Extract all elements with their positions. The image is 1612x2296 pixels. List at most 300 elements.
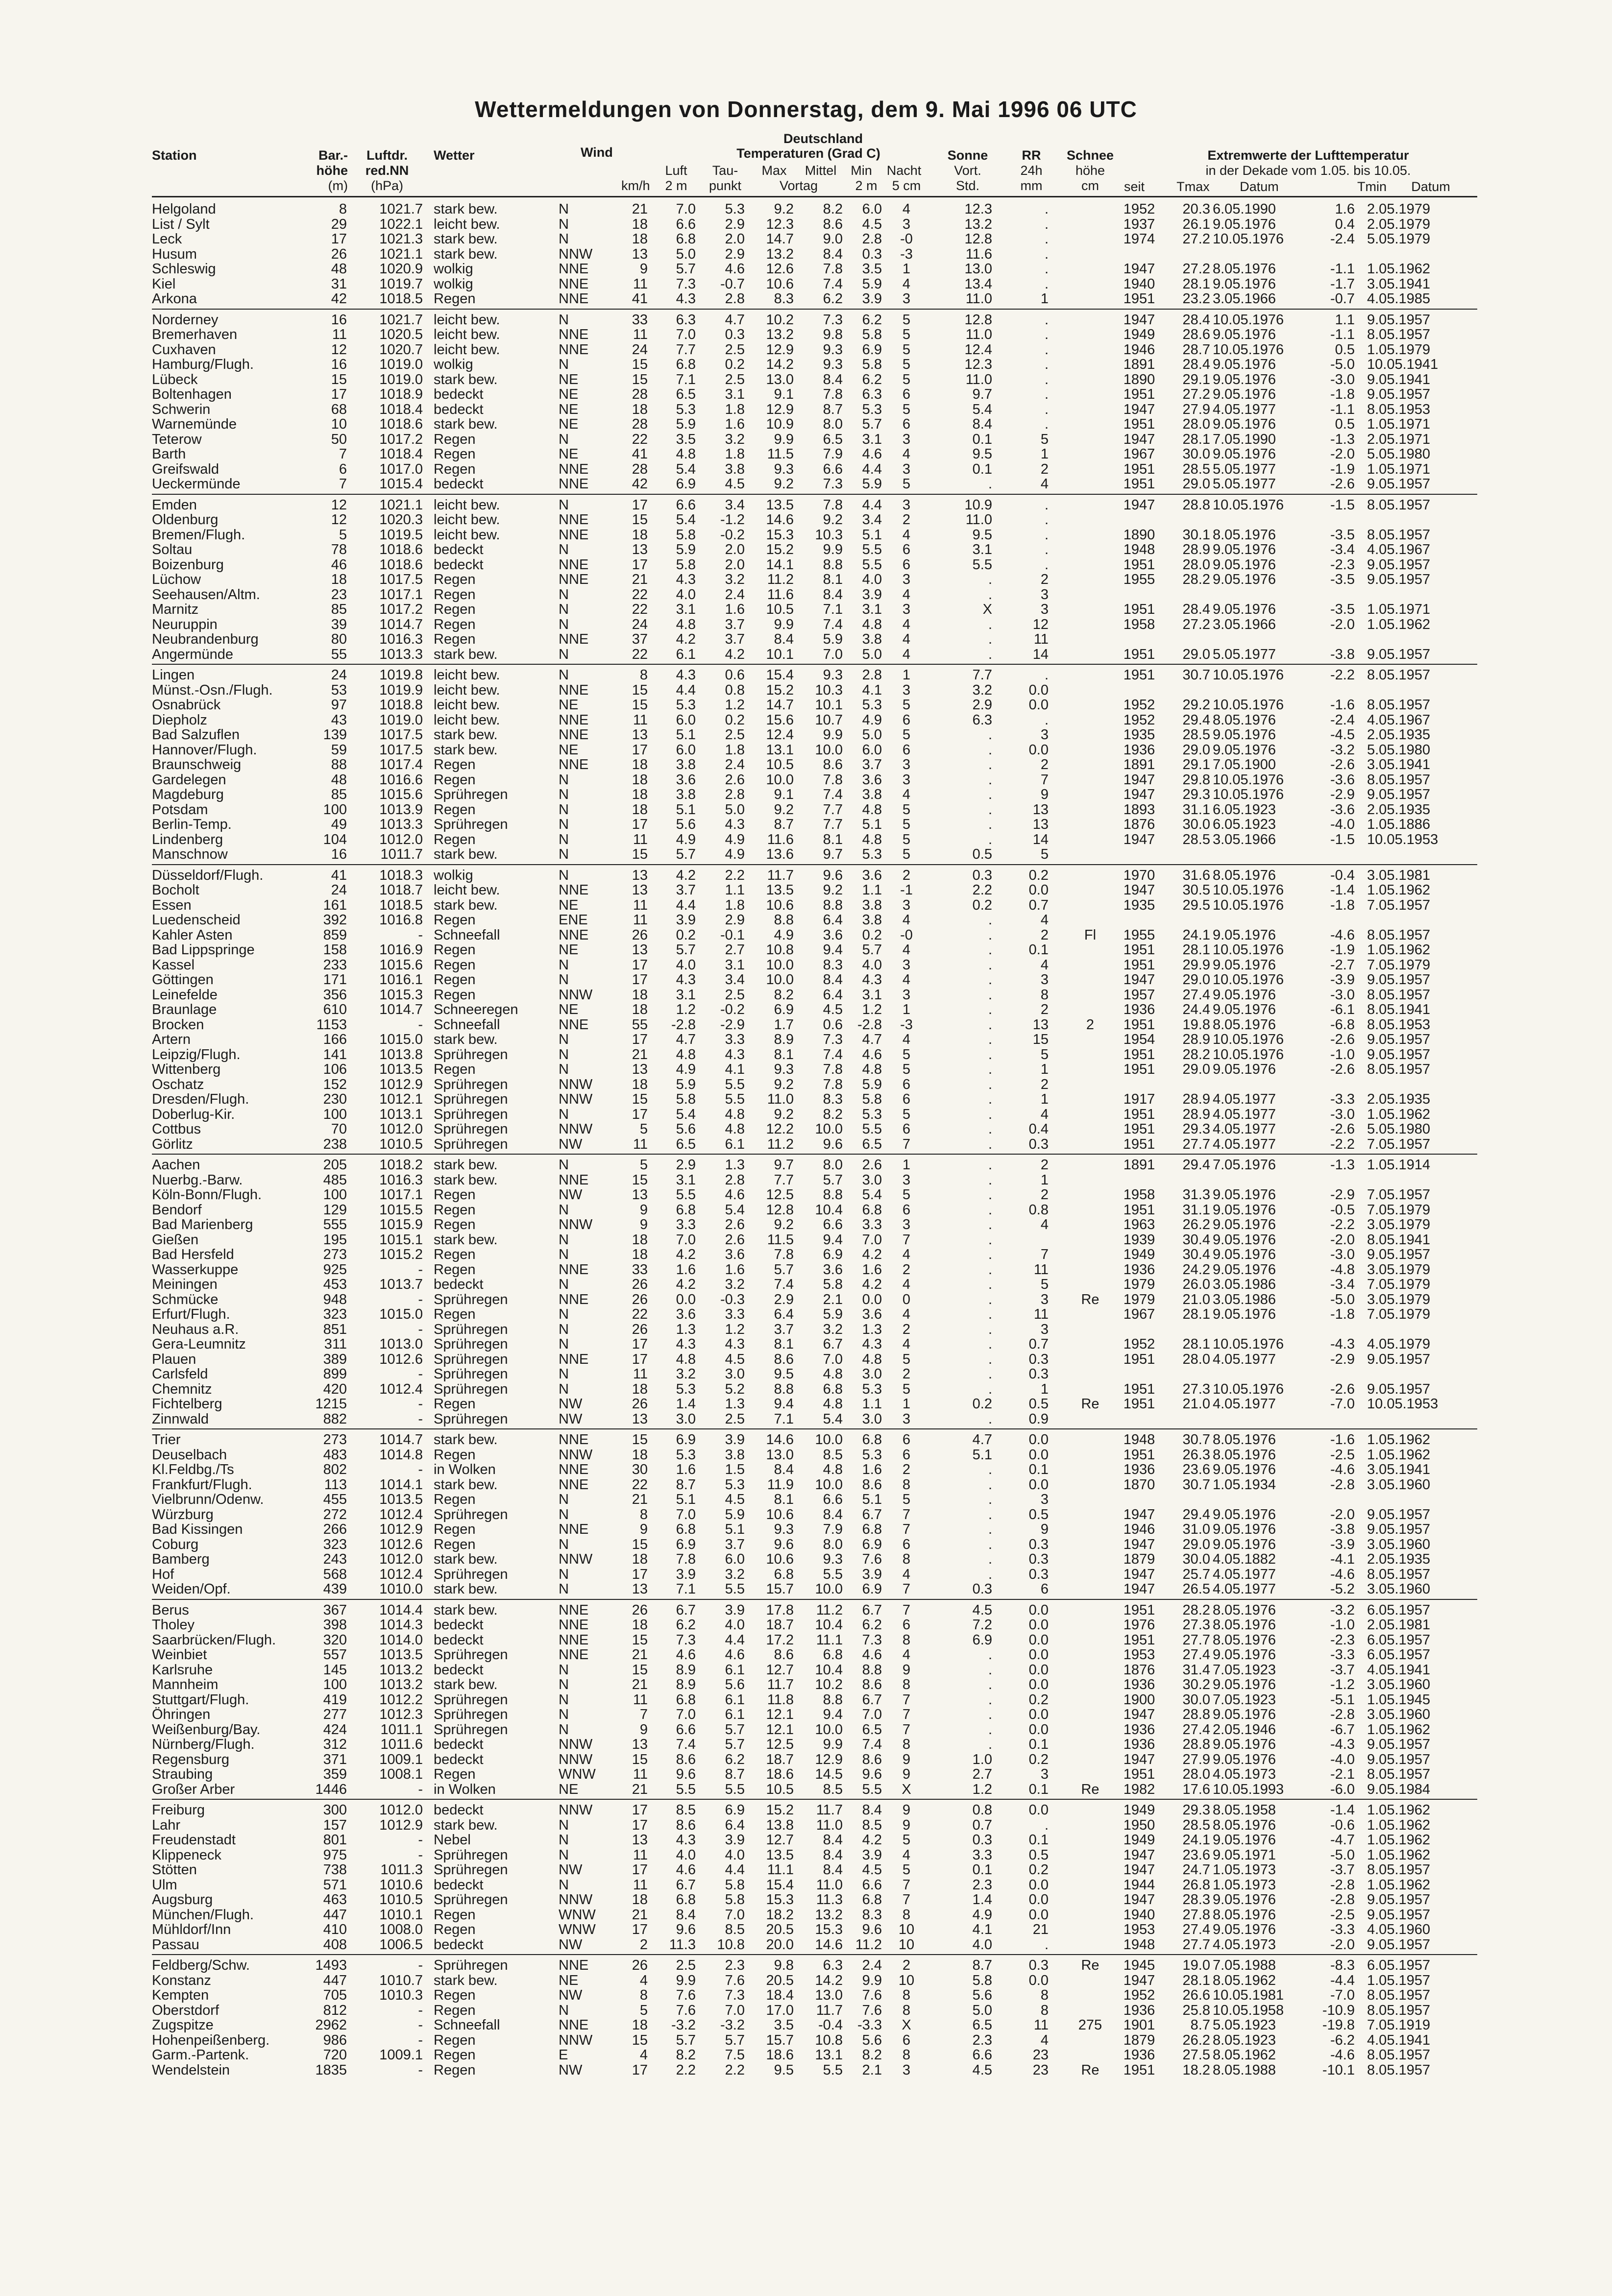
- cell-nacht-5cm: 3: [902, 1217, 911, 1233]
- cell-nacht-5cm: 5: [902, 357, 911, 372]
- cell-max: 12.9: [766, 401, 794, 417]
- cell-tmin-datum: 3.05.1941: [1367, 757, 1431, 773]
- cell-wind-speed: 11: [633, 897, 648, 913]
- cell-tmax: 19.8: [1182, 1016, 1210, 1033]
- cell-tmax: 29.5: [1182, 897, 1210, 913]
- cell-max: 11.0: [767, 1091, 794, 1107]
- cell-wind-dir: NNE: [559, 556, 589, 573]
- cell-rr-24h: 0.2: [1028, 1751, 1049, 1767]
- cell-barhoehe: 571: [323, 1877, 347, 1893]
- cell-sonne: 3.3: [972, 1847, 992, 1863]
- cell-nacht-5cm: 8: [902, 1907, 911, 1923]
- cell-tmax-datum: 9.05.1976: [1213, 1647, 1276, 1663]
- cell-max: 18.2: [766, 1907, 794, 1923]
- cell-wind-dir: NW: [559, 1862, 583, 1878]
- cell-max: 9.8: [774, 1958, 794, 1973]
- table-row: [0, 817, 1612, 832]
- cell-taupunkt: 6.1: [725, 1707, 745, 1722]
- cell-wind-dir: N: [559, 846, 569, 862]
- cell-barhoehe: 273: [323, 1247, 347, 1262]
- cell-tmax: 21.0: [1182, 1396, 1210, 1412]
- cell-luft-2m: 3.1: [676, 1172, 696, 1188]
- cell-seit: 1947: [1123, 831, 1155, 847]
- cell-station: Konstanz: [152, 1972, 211, 1988]
- cell-nacht-5cm: 6: [902, 2032, 911, 2048]
- cell-taupunkt: 2.6: [725, 772, 745, 788]
- cell-luft-2m: 7.1: [676, 371, 696, 387]
- group-divider: [152, 1154, 1477, 1155]
- cell-luft-2m: 7.0: [676, 1232, 696, 1248]
- cell-wind-speed: 22: [632, 1476, 648, 1493]
- cell-rr-24h: 11: [1033, 631, 1049, 647]
- header-vortag: Vortag: [779, 178, 818, 193]
- cell-luftdruck: 1010.6: [379, 1877, 423, 1893]
- cell-seit: 1947: [1123, 261, 1155, 277]
- cell-rr-24h: .: [1044, 371, 1049, 387]
- cell-min-2m: 0.2: [862, 927, 882, 943]
- cell-luft-2m: 6.9: [676, 476, 696, 492]
- cell-taupunkt: 3.2: [725, 431, 745, 447]
- cell-tmin: -2.2: [1330, 1217, 1355, 1233]
- cell-mittel: 8.8: [823, 1692, 843, 1708]
- cell-seit: 1947: [1123, 401, 1155, 417]
- cell-seit: 1951: [1123, 942, 1155, 958]
- cell-seit: 1947: [1123, 882, 1155, 898]
- cell-rr-24h: 3: [1040, 1321, 1049, 1337]
- cell-max: 6.8: [774, 1566, 794, 1582]
- group-divider: [152, 1799, 1477, 1800]
- cell-mittel: 6.8: [823, 1647, 843, 1663]
- cell-tmin-datum: 1.05.1914: [1367, 1157, 1431, 1173]
- table-row: [0, 727, 1612, 742]
- cell-barhoehe: 141: [323, 1046, 347, 1063]
- cell-rr-24h: 0.3: [1028, 1351, 1049, 1367]
- cell-barhoehe: 1215: [315, 1396, 347, 1412]
- page-title: Wettermeldungen von Donnerstag, dem 9. Mai 1996 06 UTC: [475, 97, 1137, 122]
- cell-rr-24h: 0.3: [1028, 1366, 1049, 1382]
- cell-tmax: 29.9: [1182, 957, 1210, 973]
- cell-mittel: 7.8: [823, 261, 843, 277]
- cell-nacht-5cm: 10: [898, 1972, 915, 1988]
- cell-sonne: 2.9: [972, 697, 992, 713]
- cell-max: 14.6: [766, 512, 794, 528]
- cell-seit: 1951: [1123, 2062, 1155, 2078]
- cell-taupunkt: 4.5: [725, 476, 745, 492]
- cell-wind-speed: 2: [639, 1936, 648, 1953]
- cell-wind-speed: 18: [632, 216, 648, 232]
- cell-luftdruck: 1012.9: [379, 1076, 423, 1092]
- cell-max: 10.2: [766, 312, 794, 328]
- cell-tmax-datum: 10.05.1976: [1213, 1032, 1284, 1047]
- cell-nacht-5cm: 3: [902, 1411, 911, 1427]
- cell-nacht-5cm: 7: [902, 1892, 911, 1908]
- cell-mittel: 8.3: [823, 1091, 843, 1107]
- cell-rr-24h: 0.0: [1028, 1432, 1049, 1448]
- cell-barhoehe: 266: [323, 1522, 347, 1537]
- cell-tmin-datum: 9.05.1957: [1367, 1892, 1431, 1908]
- cell-luft-2m: 3.2: [676, 1366, 696, 1382]
- cell-mittel: 13.2: [815, 1907, 843, 1923]
- cell-tmax: 28.0: [1182, 416, 1210, 432]
- cell-seit: 1949: [1123, 327, 1155, 342]
- cell-tmin: -1.4: [1330, 1802, 1355, 1818]
- header-datum-1: Datum: [1240, 179, 1279, 194]
- cell-luftdruck: 1012.9: [379, 1522, 423, 1537]
- cell-wetter: Nebel: [434, 1832, 471, 1848]
- cell-luft-2m: 3.7: [676, 882, 696, 898]
- cell-wind-dir: NE: [559, 942, 579, 958]
- cell-seit: 1944: [1123, 1877, 1155, 1893]
- cell-wind-dir: NNW: [559, 1892, 593, 1908]
- cell-max: 13.1: [766, 742, 794, 758]
- cell-wetter: stark bew.: [434, 897, 498, 913]
- cell-tmin-datum: 9.05.1957: [1367, 572, 1431, 587]
- cell-taupunkt: 4.5: [725, 1492, 745, 1507]
- cell-taupunkt: 4.3: [725, 817, 745, 832]
- cell-wind-dir: NNW: [559, 1121, 593, 1137]
- cell-max: 3.7: [774, 1321, 794, 1337]
- cell-wind-dir: N: [559, 1566, 569, 1582]
- cell-rr-24h: 2: [1040, 1076, 1049, 1092]
- cell-luftdruck: 1012.4: [379, 1566, 423, 1582]
- cell-wind-dir: NW: [559, 1987, 583, 2003]
- cell-rr-24h: 0.0: [1028, 1972, 1049, 1988]
- cell-min-2m: 3.8: [862, 897, 882, 913]
- cell-barhoehe: 6: [339, 461, 347, 477]
- cell-wind-dir: N: [559, 1062, 569, 1077]
- header-extrem-2: in der Dekade vom 1.05. bis 10.05.: [1205, 163, 1411, 178]
- cell-tmin-datum: 8.05.1957: [1367, 1062, 1431, 1077]
- cell-min-2m: 7.0: [862, 1707, 882, 1722]
- cell-nacht-5cm: 10: [898, 1922, 915, 1937]
- cell-tmax-datum: 9.05.1976: [1213, 1247, 1276, 1262]
- cell-wind-dir: N: [559, 772, 569, 788]
- cell-seit: 1951: [1123, 416, 1155, 432]
- cell-min-2m: 3.7: [862, 757, 882, 773]
- cell-wind-speed: 11: [633, 912, 648, 928]
- cell-station: Erfurt/Flugh.: [152, 1306, 230, 1322]
- cell-barhoehe: 320: [323, 1632, 347, 1648]
- cell-tmax: 27.2: [1182, 387, 1210, 402]
- header-divider: [152, 196, 1477, 197]
- cell-mittel: 10.0: [815, 1476, 843, 1493]
- cell-barhoehe: 205: [323, 1157, 347, 1173]
- cell-sonne: .: [988, 1091, 992, 1107]
- cell-wind-dir: NE: [559, 742, 579, 758]
- cell-taupunkt: 1.6: [725, 416, 745, 432]
- cell-min-2m: 3.4: [862, 512, 882, 528]
- cell-wetter: Sprühregen: [434, 1321, 508, 1337]
- cell-taupunkt: 2.4: [725, 757, 745, 773]
- cell-wind-dir: N: [559, 1692, 569, 1708]
- cell-luftdruck: 1019.5: [379, 527, 423, 543]
- cell-tmin: 1.6: [1335, 201, 1355, 217]
- cell-sonne: 4.9: [972, 1907, 992, 1923]
- cell-luft-2m: 4.9: [676, 831, 696, 847]
- cell-rr-24h: 0.3: [1028, 1551, 1049, 1567]
- cell-wetter: stark bew.: [434, 231, 498, 247]
- cell-seit: 1876: [1123, 1662, 1155, 1678]
- table-row: [0, 477, 1612, 491]
- cell-nacht-5cm: 3: [902, 757, 911, 773]
- cell-wetter: Sprühregen: [434, 1721, 508, 1738]
- table-row: [0, 943, 1612, 957]
- cell-luft-2m: 7.0: [676, 327, 696, 342]
- cell-wetter: stark bew.: [434, 1602, 498, 1618]
- cell-seit: 1951: [1123, 957, 1155, 973]
- cell-tmin: -4.6: [1330, 1566, 1355, 1582]
- cell-wetter: Regen: [434, 772, 476, 788]
- cell-rr-24h: 0.0: [1028, 1476, 1049, 1493]
- cell-tmax: 29.1: [1182, 371, 1210, 387]
- cell-station: Luedenscheid: [152, 912, 241, 928]
- cell-wind-dir: NNE: [559, 1602, 589, 1618]
- cell-wind-dir: N: [559, 1032, 569, 1047]
- cell-luft-2m: 4.0: [676, 1847, 696, 1863]
- cell-luft-2m: 1.2: [676, 1002, 696, 1017]
- cell-seit: 1947: [1123, 1707, 1155, 1722]
- cell-luftdruck: 1012.9: [379, 1817, 423, 1833]
- cell-max: 10.5: [766, 757, 794, 773]
- cell-station: Berus: [152, 1602, 189, 1618]
- cell-mittel: 7.4: [823, 1046, 843, 1063]
- cell-tmin: -1.5: [1330, 831, 1355, 847]
- cell-tmax-datum: 8.05.1976: [1213, 1016, 1276, 1033]
- cell-luftdruck: 1020.5: [379, 327, 423, 342]
- cell-min-2m: -2.8: [857, 1016, 882, 1033]
- cell-station: Chemnitz: [152, 1381, 212, 1397]
- cell-min-2m: 6.8: [862, 1432, 882, 1448]
- cell-nacht-5cm: 8: [902, 1987, 911, 2003]
- cell-rr-24h: 0.0: [1028, 742, 1049, 758]
- cell-mittel: 8.8: [823, 556, 843, 573]
- cell-luftdruck: 1014.7: [379, 616, 423, 632]
- cell-tmax-datum: 9.05.1976: [1213, 927, 1276, 943]
- cell-wind-dir: N: [559, 646, 569, 662]
- cell-min-2m: 5.3: [862, 697, 882, 713]
- header-luftdr-3: (hPa): [370, 178, 404, 193]
- group-divider: [152, 1428, 1477, 1429]
- cell-luftdruck: -: [418, 1291, 423, 1307]
- cell-station: Deuselbach: [152, 1447, 227, 1463]
- cell-min-2m: 6.0: [862, 201, 882, 217]
- cell-tmax-datum: 10.05.1976: [1213, 882, 1284, 898]
- cell-tmin-datum: 3.05.1960: [1367, 1581, 1431, 1597]
- cell-tmax-datum: 4.05.1973: [1213, 1936, 1276, 1953]
- cell-wetter: Regen: [434, 1261, 476, 1278]
- cell-max: 8.7: [774, 817, 794, 832]
- cell-seit: 1958: [1123, 616, 1155, 632]
- cell-tmin-datum: 8.05.1957: [1367, 697, 1431, 713]
- cell-sonne: 0.2: [972, 1396, 992, 1412]
- cell-tmin: -4.3: [1330, 1737, 1355, 1752]
- cell-barhoehe: 485: [323, 1172, 347, 1188]
- cell-max: 13.0: [766, 371, 794, 387]
- cell-seit: 1951: [1123, 1121, 1155, 1137]
- cell-sonne: .: [988, 1536, 992, 1552]
- cell-tmin: -3.2: [1330, 742, 1355, 758]
- cell-max: 10.6: [766, 1506, 794, 1523]
- cell-max: 6.4: [774, 1306, 794, 1322]
- cell-mittel: 8.8: [823, 897, 843, 913]
- cell-tmin-datum: 5.05.1980: [1367, 742, 1431, 758]
- cell-min-2m: 6.8: [862, 1522, 882, 1537]
- cell-mittel: 7.8: [823, 772, 843, 788]
- cell-wind-dir: N: [559, 216, 569, 232]
- cell-sonne: .: [988, 1737, 992, 1752]
- cell-nacht-5cm: 5: [902, 831, 911, 847]
- cell-tmin: -2.9: [1330, 1351, 1355, 1367]
- cell-mittel: 8.4: [823, 246, 843, 262]
- cell-max: 11.2: [767, 572, 794, 587]
- cell-tmax-datum: 6.05.1990: [1213, 201, 1276, 217]
- cell-sonne: 6.6: [972, 2047, 992, 2063]
- cell-mittel: 9.3: [823, 667, 843, 683]
- cell-nacht-5cm: 3: [902, 602, 911, 617]
- cell-luft-2m: 5.6: [676, 817, 696, 832]
- cell-mittel: 9.4: [823, 942, 843, 958]
- cell-tmax-datum: 8.05.1958: [1213, 1802, 1276, 1818]
- cell-tmax: 29.8: [1182, 772, 1210, 788]
- table-row: [0, 2063, 1612, 2078]
- cell-luftdruck: 1012.0: [379, 1802, 423, 1818]
- cell-luftdruck: 1014.4: [379, 1602, 423, 1618]
- cell-mittel: 5.5: [823, 2062, 843, 2078]
- cell-rr-24h: 0.1: [1028, 1737, 1049, 1752]
- cell-wind-speed: 8: [639, 667, 648, 683]
- cell-mittel: 7.3: [823, 1032, 843, 1047]
- cell-tmin-datum: 9.05.1957: [1367, 1522, 1431, 1537]
- cell-wind-speed: 18: [632, 231, 648, 247]
- cell-nacht-5cm: 8: [902, 1677, 911, 1692]
- cell-luftdruck: 1022.1: [379, 216, 423, 232]
- cell-wind-dir: N: [559, 1847, 569, 1863]
- cell-mittel: 7.0: [823, 646, 843, 662]
- cell-luft-2m: 6.8: [676, 1522, 696, 1537]
- table-row: [0, 1122, 1612, 1136]
- cell-rr-24h: 14: [1032, 831, 1049, 847]
- cell-station: Öhringen: [152, 1707, 211, 1722]
- cell-tmin-datum: 3.05.1981: [1367, 867, 1431, 883]
- cell-wind-speed: 26: [632, 1321, 648, 1337]
- cell-mittel: 9.0: [823, 231, 843, 247]
- cell-luft-2m: 3.1: [676, 987, 696, 1003]
- cell-wetter: Regen: [434, 446, 476, 462]
- header-sonne-2: Vort.: [954, 163, 981, 178]
- cell-wind-dir: NW: [559, 1411, 583, 1427]
- cell-seit: 1891: [1123, 1157, 1155, 1173]
- cell-sonne: .: [988, 801, 992, 818]
- cell-sonne: .: [988, 1462, 992, 1477]
- cell-sonne: .: [988, 1136, 992, 1152]
- cell-wind-speed: 5: [639, 1121, 648, 1137]
- cell-min-2m: 6.7: [862, 1602, 882, 1618]
- cell-luft-2m: 5.0: [676, 246, 696, 262]
- cell-nacht-5cm: 7: [902, 1136, 911, 1152]
- header-extrem-1: Extremwerte der Lufttemperatur: [1207, 148, 1409, 163]
- cell-wetter: Regen: [434, 1202, 476, 1218]
- cell-station: Bamberg: [152, 1551, 210, 1567]
- cell-tmax: 27.7: [1182, 1632, 1210, 1648]
- cell-sonne: 1.4: [972, 1892, 992, 1908]
- cell-rr-24h: 7: [1040, 772, 1049, 788]
- cell-min-2m: 3.9: [862, 1847, 882, 1863]
- cell-wetter: stark bew.: [434, 846, 498, 862]
- cell-luft-2m: 4.4: [676, 682, 696, 698]
- cell-seit: 1948: [1123, 542, 1155, 557]
- cell-barhoehe: 41: [331, 867, 347, 883]
- cell-sonne: .: [988, 1277, 992, 1292]
- cell-wind-speed: 18: [632, 1076, 648, 1092]
- cell-barhoehe: 39: [331, 616, 347, 632]
- cell-barhoehe: 925: [323, 1261, 347, 1278]
- cell-tmax: 24.1: [1182, 927, 1210, 943]
- cell-taupunkt: 4.0: [725, 1617, 745, 1633]
- header-datum-2: Datum: [1411, 179, 1450, 194]
- cell-mittel: 7.3: [823, 476, 843, 492]
- cell-luftdruck: 1012.0: [379, 1121, 423, 1137]
- cell-taupunkt: 1.2: [725, 1321, 745, 1337]
- cell-tmin-datum: 8.05.1957: [1367, 327, 1431, 342]
- cell-min-2m: 5.0: [862, 646, 882, 662]
- cell-mittel: 7.1: [823, 602, 843, 617]
- cell-wetter: leicht bew.: [434, 327, 500, 342]
- header-wetter: Wetter: [434, 148, 475, 163]
- cell-wetter: stark bew.: [434, 416, 498, 432]
- cell-tmin: -2.0: [1330, 616, 1355, 632]
- cell-mittel: 14.6: [815, 1936, 843, 1953]
- cell-max: 8.1: [774, 1046, 794, 1063]
- cell-taupunkt: 2.3: [725, 1958, 745, 1973]
- cell-luft-2m: 4.0: [676, 957, 696, 973]
- cell-tmin-datum: 7.05.1919: [1367, 2017, 1431, 2033]
- cell-barhoehe: 389: [323, 1351, 347, 1367]
- cell-seit: 1951: [1123, 646, 1155, 662]
- cell-station: Coburg: [152, 1536, 199, 1552]
- cell-tmax-datum: 8.05.1976: [1213, 867, 1276, 883]
- table-row: [0, 1692, 1612, 1707]
- table-row: [0, 898, 1612, 913]
- cell-wetter: leicht bew.: [434, 527, 500, 543]
- cell-luftdruck: 1010.7: [379, 1972, 423, 1988]
- cell-wind-dir: NE: [559, 1781, 579, 1797]
- cell-sonne: .: [988, 1321, 992, 1337]
- cell-wind-speed: 15: [632, 1172, 648, 1188]
- cell-tmax-datum: 8.05.1962: [1213, 1972, 1276, 1988]
- cell-station: Kiel: [152, 276, 176, 292]
- cell-taupunkt: 4.2: [725, 646, 745, 662]
- cell-wetter: wolkig: [434, 357, 473, 372]
- cell-nacht-5cm: 5: [902, 697, 911, 713]
- cell-rr-24h: 0.5: [1028, 1396, 1049, 1412]
- cell-barhoehe: 738: [323, 1862, 347, 1878]
- cell-tmin: -4.0: [1330, 1751, 1355, 1767]
- cell-station: Regensburg: [152, 1751, 229, 1767]
- cell-taupunkt: 7.3: [725, 1987, 745, 2003]
- cell-barhoehe: 17: [331, 387, 347, 402]
- cell-nacht-5cm: 6: [902, 1617, 911, 1633]
- cell-wind-dir: NE: [559, 371, 579, 387]
- table-row: [0, 1567, 1612, 1582]
- cell-taupunkt: 1.8: [725, 401, 745, 417]
- cell-tmin: -3.2: [1330, 1602, 1355, 1618]
- cell-wetter: stark bew.: [434, 727, 498, 743]
- cell-tmin: -2.4: [1330, 712, 1355, 728]
- cell-tmin: -2.3: [1330, 556, 1355, 573]
- cell-tmax-datum: 7.05.1988: [1213, 1958, 1276, 1973]
- cell-rr-24h: .: [1044, 327, 1049, 342]
- cell-barhoehe: 323: [323, 1306, 347, 1322]
